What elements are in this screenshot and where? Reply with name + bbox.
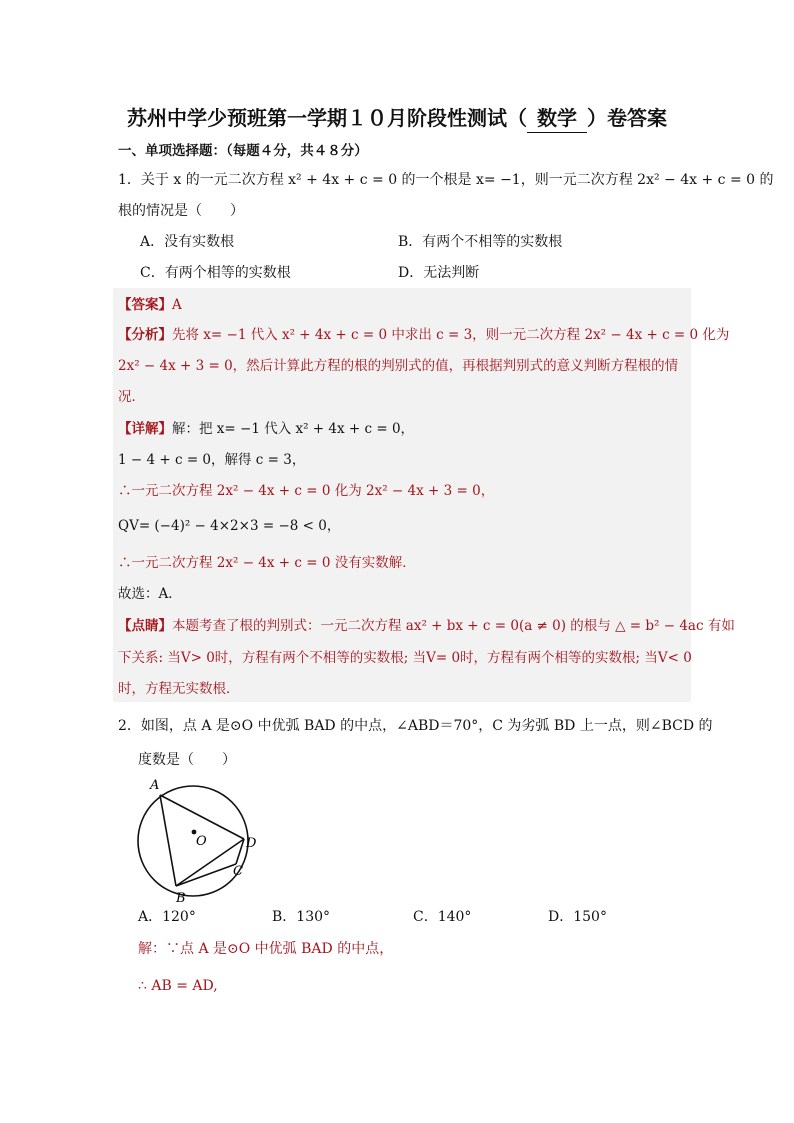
q1-comment-line1 [118, 616, 735, 636]
q2-solution-line2: ∴ AB = AD, [138, 978, 218, 994]
q2-stem-line2: 度数是（ ） [138, 752, 236, 768]
q1-option-c: C．有两个相等的实数根 [140, 265, 291, 281]
q2-option-b: B．130° [272, 909, 331, 925]
q1-option-a: A．没有实数根 [140, 234, 235, 250]
q2-option-d: D．150° [548, 909, 607, 925]
title-subject-blank: 数学 [527, 104, 587, 133]
title-prefix: 苏州中学少预班第一学期１０月阶段性测试（ [127, 106, 527, 130]
q1-analysis-line2: 2x² − 4x + 3 = 0，然后计算此方程的根的判别式的值，再根据判别式的意义判断方程根的情 [118, 358, 679, 374]
detail-text-1: 解：把 x= −1 代入 x² + 4x + c = 0， [172, 421, 415, 437]
q2-circle-figure [128, 772, 268, 906]
q1-detail-line6: 故选：A． [118, 586, 182, 602]
comment-tag: 【点睛】 [118, 618, 172, 634]
q1-analysis-line1 [118, 325, 729, 345]
analysis-text-1: 先将 x= −1 代入 x² + 4x + c = 0 中求出 c = 3，则一元二次方程 2x² − 4x + c = 0 化为 [172, 327, 730, 343]
detail-tag: 【详解】 [118, 421, 172, 437]
label-c: C [233, 864, 243, 879]
q1-option-d: D．无法判断 [398, 265, 480, 281]
chord-bc [176, 864, 236, 886]
q1-detail-line4: QV= (−4)² − 4×2×3 = −8 < 0， [118, 518, 341, 534]
q2-option-a: A．120° [138, 909, 196, 925]
q2-stem-line1: 2．如图，点 A 是⊙O 中优弧 BAD 的中点，∠ABD＝70°，C 为劣弧 BD 上一点，则∠BCD 的 [118, 718, 713, 734]
title-suffix: ）卷答案 [587, 106, 667, 130]
q1-detail-line2: 1 − 4 + c = 0，解得 c = 3， [118, 452, 306, 468]
label-a: A [150, 778, 160, 793]
q1-analysis-line3: 况． [118, 389, 145, 405]
page-title [0, 104, 794, 133]
q1-option-b: B．有两个不相等的实数根 [398, 234, 563, 250]
q1-detail-line1 [118, 419, 414, 439]
q2-option-c: C．140° [413, 909, 472, 925]
q1-detail-line5: ∴一元二次方程 2x² − 4x + c = 0 没有实数解． [118, 555, 416, 571]
analysis-tag: 【分析】 [118, 327, 172, 343]
q1-stem-line1: 1．关于 x 的一元二次方程 x² + 4x + c = 0 的一个根是 x= −1，则一元二次方程 2x² − 4x + c = 0 的 [118, 172, 774, 188]
q1-comment-line3: 时，方程无实数根． [118, 681, 240, 697]
q1-answer [118, 295, 182, 315]
q2-solution-line1: 解：∵点 A 是⊙O 中优弧 BAD 的中点， [138, 941, 394, 957]
answer-value: A [172, 297, 182, 313]
q1-detail-line3: ∴一元二次方程 2x² − 4x + c = 0 化为 2x² − 4x + 3 = 0， [118, 483, 495, 499]
q1-stem-line2: 根的情况是（ ） [118, 203, 244, 219]
answer-tag: 【答案】 [118, 297, 172, 313]
comment-text-1: 本题考查了根的判别式：一元二次方程 ax² + bx + c = 0(a ≠ 0) 的根与 △ = b² − 4ac 有如 [172, 618, 735, 634]
label-d: D [246, 836, 257, 851]
section-heading: 一、单项选择题：（每题４分，共４８分） [118, 143, 368, 159]
chord-ab [160, 795, 176, 886]
label-b: B [176, 891, 186, 906]
label-o: O [196, 834, 207, 849]
q1-comment-line2: 下关系: 当V> 0时，方程有两个不相等的实数根; 当V= 0时，方程有两个相等的实数根; 当V< 0 [118, 650, 692, 666]
